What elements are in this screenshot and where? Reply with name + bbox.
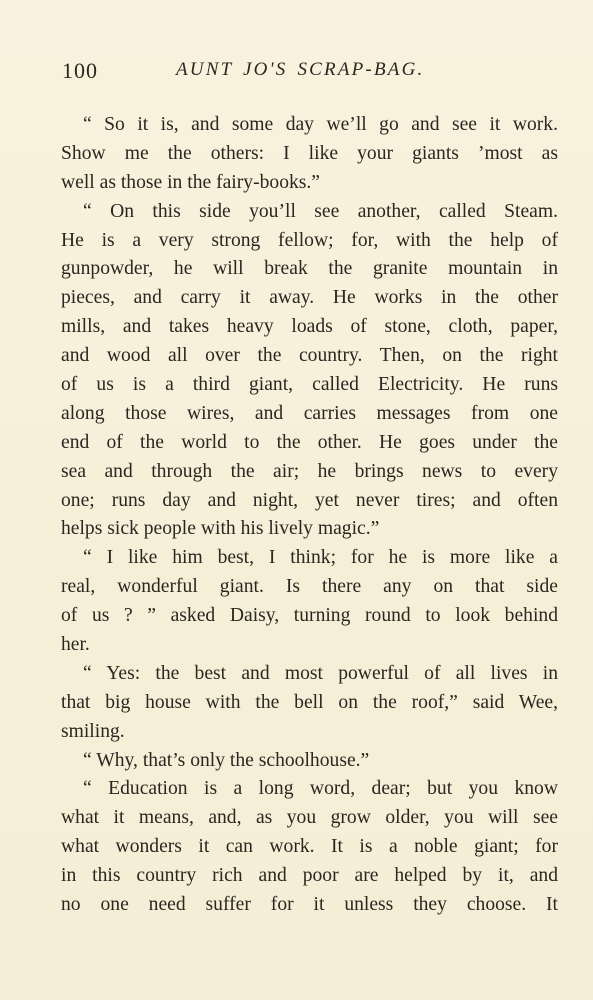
text-line: gunpowder, he will break the granite mountain in (61, 258, 558, 280)
text-line: real, wonderful giant. Is there any on that side (61, 576, 558, 598)
text-line: of us ? ” asked Daisy, turning round to look behind (61, 605, 558, 627)
text-line: “ Education is a long word, dear; but you know (83, 778, 558, 800)
text-line: no one need suffer for it unless they choose. It (61, 894, 558, 916)
text-line: of us is a third giant, called Electricity. He runs (61, 374, 558, 396)
text-line: end of the world to the other. He goes under the (61, 431, 558, 453)
text-line: well as those in the fairy-books.” (61, 171, 321, 193)
text-line: “ So it is, and some day we’ll go and see it work. (83, 114, 558, 135)
text-line: “ I like him best, I think; for he is more like a (83, 547, 558, 569)
text-line: “ Yes: the best and most powerful of all lives in (83, 662, 558, 684)
text-line: “ On this side you’ll see another, called Steam. (83, 200, 558, 222)
text-line: pieces, and carry it away. He works in the other (61, 287, 558, 309)
text-line: mills, and takes heavy loads of stone, cloth, paper, (61, 316, 558, 338)
text-line: Show me the others: I like your giants ’most as (61, 142, 558, 164)
text-line: “ Why, that’s only the schoolhouse.” (83, 749, 370, 771)
text-line: what wonders it can work. It is a noble giant; for (61, 836, 558, 858)
text-line: helps sick people with his lively magic.” (61, 518, 380, 540)
text-line: He is a very strong fellow; for, with the help of (61, 229, 558, 251)
text-line: in this country rich and poor are helped by it, and (61, 865, 558, 887)
text-line: what it means, and, as you grow older, you will see (61, 807, 558, 829)
text-line: one; runs day and night, yet never tires; and often (61, 489, 558, 511)
running-head (62, 58, 559, 90)
text-line: and wood all over the country. Then, on the right (61, 345, 558, 367)
running-title: AUNT JO'S SCRAP-BAG. (176, 59, 425, 80)
text-line: smiling. (61, 720, 125, 742)
body-text (61, 111, 558, 920)
text-line: her. (61, 634, 90, 656)
text-line: sea and through the air; he brings news to every (61, 460, 558, 482)
text-line: that big house with the bell on the roof,” said Wee, (61, 691, 558, 713)
page-number: 100 (62, 58, 98, 83)
text-line: along those wires, and carries messages from one (61, 402, 558, 424)
